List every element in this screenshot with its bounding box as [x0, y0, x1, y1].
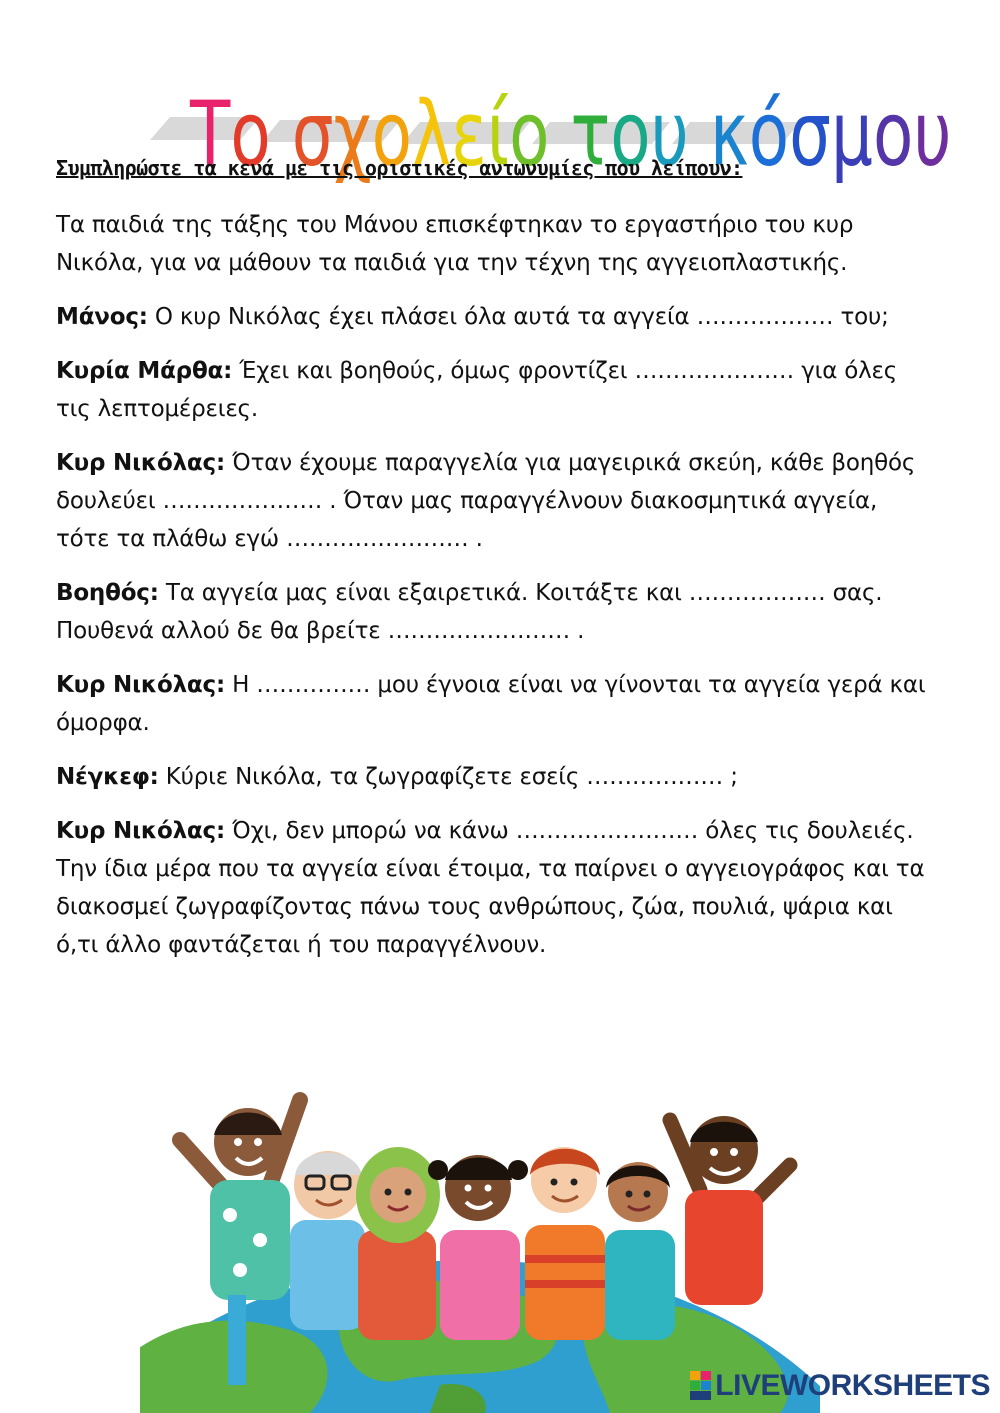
dialogue-line — [56, 758, 926, 796]
title-letter: σ — [789, 82, 831, 186]
title-letter: κ — [709, 82, 749, 186]
instruction-text: Συμπληρώστε τα κενά με τις οριστικές αντωνυμίες που λείπουν: — [56, 156, 743, 180]
paragraph-text: Όχι, δεν μπορώ να κάνω …………………… όλες τις δουλειές. Την ίδια μέρα που τα αγγεία είναι έτοιμα, τα παίρνει ο αγγειογράφος και τα διακοσμεί ζωγραφίζοντας πάνω τους ανθρώπους, ζώα, πουλιά, ψάρια και ό,τι άλλο φαντάζεται ή του παραγγέλνουν. — [56, 818, 925, 958]
paragraph-text: Όταν έχουμε παραγγελία για μαγειρικά σκεύη, κάθε βοηθός δουλεύει ………………… . Όταν μας παραγγέλνουν διακοσμητικά αγγεία, τότε τα πλάθω εγώ …………………… . — [56, 450, 916, 552]
child-figure — [428, 1155, 528, 1340]
dialogue-line — [56, 574, 926, 650]
children-globe-illustration — [140, 1080, 820, 1413]
title-letter: ε — [451, 82, 487, 186]
speaker-name: Βοηθός: — [56, 580, 159, 606]
speaker-name: Κυρ Νικόλας: — [56, 450, 225, 476]
dialogue-line — [56, 444, 926, 558]
dialogue-line — [56, 298, 926, 336]
paragraph-text: Τα αγγεία μας είναι εξαιρετικά. Κοιτάξτε και ……………… σας. Πουθενά αλλού δε θα βρείτε …………………… . — [56, 580, 883, 644]
paragraph-text: Ο κυρ Νικόλας έχει πλάσει όλα αυτά τα αγγεία ……………… του; — [154, 304, 889, 330]
title-letter: λ — [412, 82, 452, 186]
dialogue-line — [56, 666, 926, 742]
logo-icon — [690, 1371, 712, 1401]
title-letter: ό — [748, 82, 790, 186]
paragraph-text: Τα παιδιά της τάξης του Μάνου επισκέφτηκαν το εργαστήριο του κυρ Νικόλα, για να μάθουν τα παιδιά για την τέχνη της αγγειοπλαστικής. — [56, 212, 854, 276]
child-figure — [290, 1151, 365, 1330]
title-letter: ο — [873, 82, 914, 186]
paragraph-text: Έχει και βοηθούς, όμως φροντίζει ………………… για όλες τις λεπτομέρειες. — [56, 358, 898, 422]
child-figure — [356, 1147, 440, 1340]
title-letter: μ — [831, 82, 873, 186]
speaker-name: Μάνος: — [56, 304, 148, 330]
child-figure — [670, 1116, 790, 1305]
title-letter: τ — [570, 82, 611, 186]
title-letter: σ — [291, 82, 334, 186]
speaker-name: Κυρ Νικόλας: — [56, 818, 225, 844]
title-letter: ί — [486, 82, 510, 186]
worksheet-body — [56, 206, 926, 980]
paragraph-text: Κύριε Νικόλα, τα ζωγραφίζετε εσείς ……………… ; — [165, 764, 738, 790]
intro-paragraph — [56, 206, 926, 282]
title-letter: υ — [650, 82, 689, 186]
liveworksheets-logo — [690, 1369, 990, 1403]
title-letter: ο — [371, 82, 413, 186]
title-letter: ο — [230, 82, 271, 186]
dialogue-line — [56, 352, 926, 428]
speaker-name: Κυρ Νικόλας: — [56, 672, 225, 698]
title-letter: χ — [333, 82, 372, 186]
speaker-name: Νέγκεφ: — [56, 764, 159, 790]
title-letter: ο — [610, 82, 651, 186]
dialogue-line — [56, 812, 926, 964]
title-letter: Τ — [190, 82, 231, 186]
logo-text: LIVEWORKSHEETS — [715, 1369, 990, 1402]
title-letter: υ — [913, 82, 952, 186]
paragraph-text: Η …………… μου έγνοια είναι να γίνονται τα αγγεία γερά και όμορφα. — [56, 672, 926, 736]
speaker-name: Κυρία Μάρθα: — [56, 358, 233, 384]
title-letter: ο — [509, 82, 550, 186]
child-figure — [525, 1147, 605, 1340]
child-figure — [605, 1162, 675, 1340]
